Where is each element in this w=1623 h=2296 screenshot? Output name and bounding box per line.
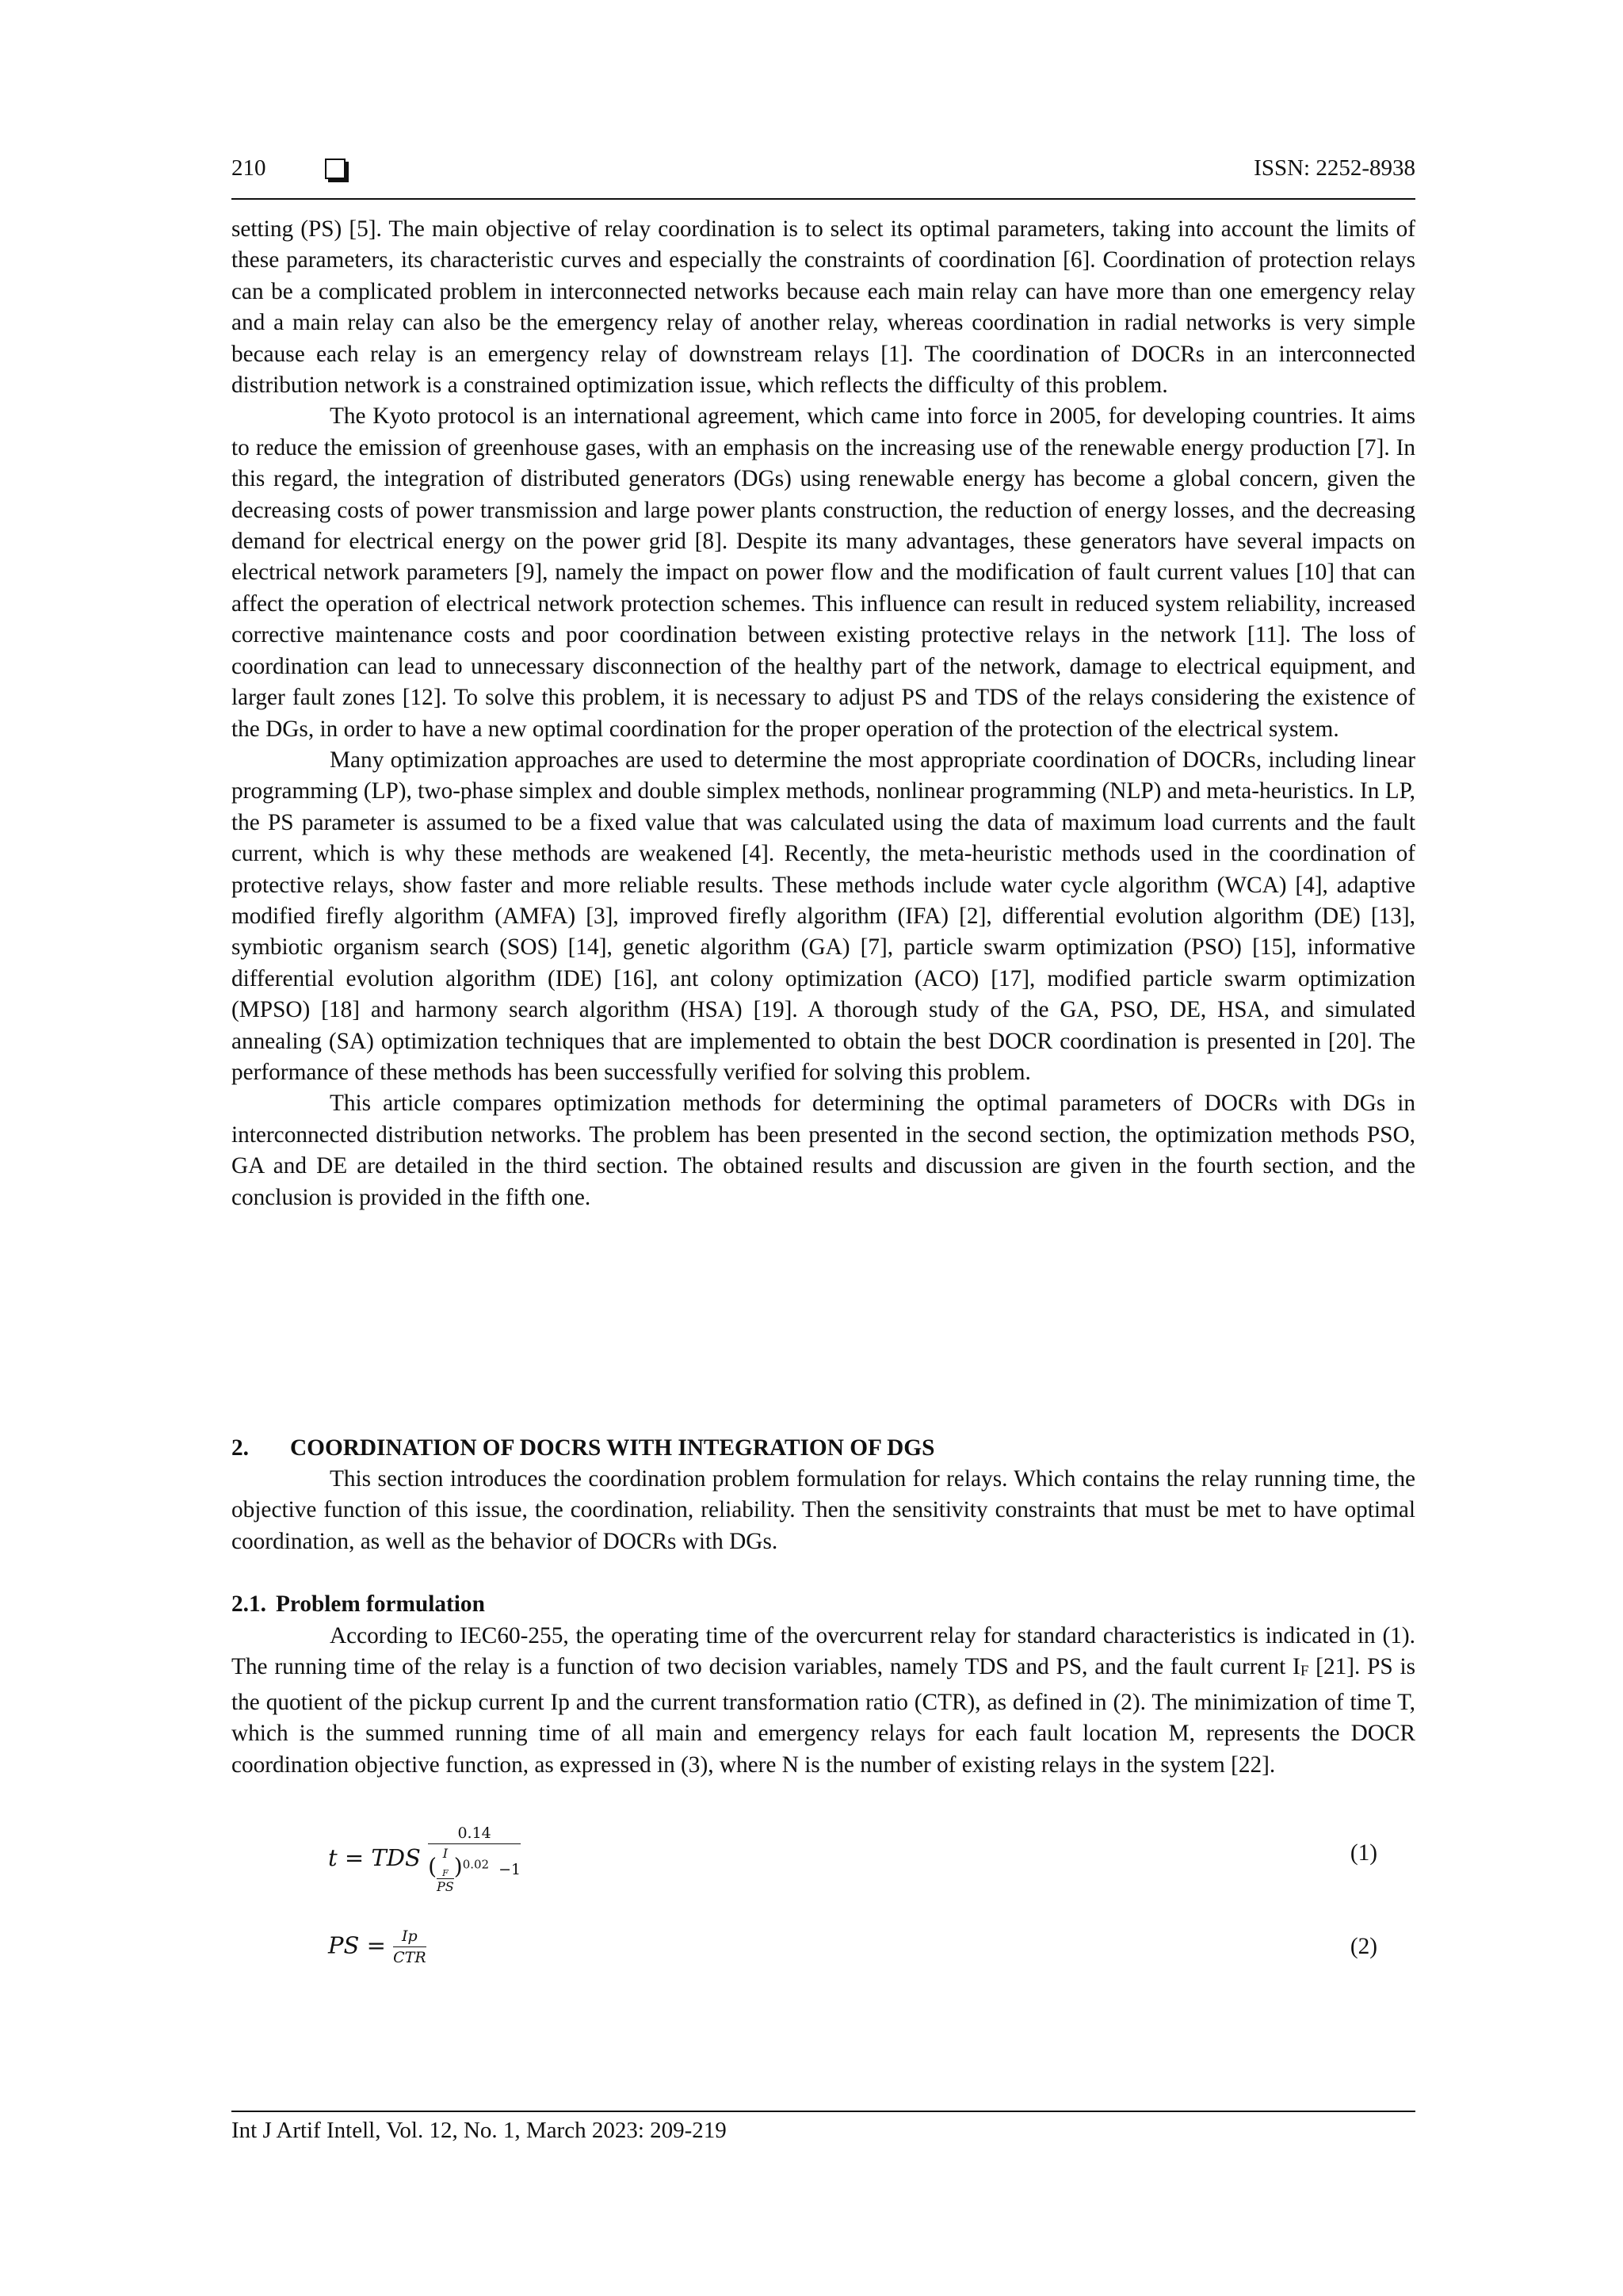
- square-bullet-icon: [325, 159, 346, 179]
- equation-2: [328, 1927, 1415, 1983]
- body-text: [231, 214, 1415, 1213]
- section-2-title: COORDINATION OF DOCRS WITH INTEGRATION OF DGS: [290, 1435, 935, 1461]
- subsection-2-1-number: 2.1.: [231, 1591, 266, 1617]
- paper-page: [231, 0, 1415, 2296]
- footer-citation: Int J Artif Intell, Vol. 12, No. 1, March 2023: 209-219: [231, 2118, 727, 2143]
- page-number: 210: [231, 155, 266, 181]
- section-2-paragraph: This section introduces the coordination problem formulation for relays. Which contains the relay running time, the objective function of this issue, the coordination, reliability. Then the sensitivity constraints that must be met to have optimal coordination, as well as the behavior of DOCRs with DGs.: [231, 1466, 1415, 1554]
- equation-1-number: (1): [1350, 1840, 1377, 1866]
- equation-1: [328, 1824, 1415, 1896]
- subsection-text-b: [21]. PS is the quotient of the pickup current Ip and the current transformation ratio (CTR), as defined in (2). The minimization of time T, which is the summed running time of all main and emergency relays for each fault location M, represents the DOCR coordination objective function, as expressed in (3), where N is the number of existing relays in the system [22].: [231, 1654, 1416, 1778]
- section-2-body: [231, 1464, 1415, 1557]
- eq2-fraction: [393, 1927, 426, 1966]
- subsection-2-1-body: [231, 1621, 1415, 1781]
- eq2-numerator: Ip: [393, 1927, 426, 1947]
- paragraph-2: The Kyoto protocol is an international agreement, which came into force in 2005, for developing countries. It aims to reduce the emission of greenhouse gases, with an emphasis on the increasing use of the renewable energy production [7]. In this regard, the integration of distributed generators (DGs) using renewable energy has become a global concern, given the decreasing costs of power transmission and large power plants construction, the reduction of energy losses, and the decreasing demand for electrical energy on the power grid [8]. Despite its many advantages, these generators have several impacts on electrical network parameters [9], namely the impact on power flow and the modification of fault current values [10] that can affect the operation of electrical network protection schemes. This influence can result in reduced system reliability, increased corrective maintenance costs and poor coordination between existing protective relays in the network [11]. The loss of coordination can lead to unnecessary disconnection of the healthy part of the network, damage to electrical equipment, and larger fault zones [12]. To solve this problem, it is necessary to adjust PS and TDS of the relays considering the existence of the DGs, in order to have a new optimal coordination for the proper operation of the protection of the electrical system.: [231, 403, 1415, 742]
- header-rule: [231, 198, 1415, 200]
- subsection-2-1-paragraph: [231, 1621, 1415, 1781]
- subsection-2-1-heading: [231, 1589, 485, 1620]
- eq1-ratio-top: I $_F$: [437, 1846, 454, 1879]
- page-header: [231, 155, 1415, 190]
- subsection-2-1-title: Problem formulation: [275, 1591, 485, 1617]
- issn-label: ISSN: 2252-8938: [1254, 155, 1415, 181]
- footer-rule: [231, 2111, 1415, 2112]
- eq1-numerator: 0.14: [428, 1824, 521, 1844]
- eq2-lhs: PS =: [328, 1931, 386, 1959]
- eq1-ratio: [437, 1846, 454, 1894]
- paragraph-3: Many optimization approaches are used to determine the most appropriate coordination of DOCRs, including linear programming (LP), two-phase simplex and double simplex methods, nonlinear programming (NLP) and meta-heuristics. In LP, the PS parameter is assumed to be a fixed value that was calculated using the data of maximum load currents and the fault current, which is why these methods are weakened [4]. Recently, the meta-heuristic methods used in the coordination of protective relays, show faster and more reliable results. These methods include water cycle algorithm (WCA) [4], adaptive modified firefly algorithm (AMFA) [3], improved firefly algorithm (IFA) [2], differential evolution algorithm (DE) [13], symbiotic organism search (SOS) [14], genetic algorithm (GA) [7], particle swarm optimization (PSO) [15], informative differential evolution algorithm (IDE) [16], ant colony optimization (ACO) [17], modified particle swarm optimization (MPSO) [18] and harmony search algorithm (HSA) [19]. A thorough study of the GA, PSO, DE, HSA, and simulated annealing (SA) optimization techniques that are implemented to obtain the best DOCR coordination is presented in [20]. The performance of these methods has been successfully verified for solving this problem.: [231, 747, 1415, 1085]
- fault-current-subscript: F: [1300, 1663, 1309, 1680]
- eq1-lhs: t = TDS: [328, 1844, 421, 1872]
- subsection-text-a: According to IEC60-255, the operating time of the overcurrent relay for standard characteristics is indicated in (1). The running time of the relay is a function of two decision variables, namely TDS and PS, and the fault current I: [231, 1623, 1415, 1680]
- eq1-fraction: [428, 1824, 521, 1894]
- eq1-ratio-bottom: PS: [437, 1879, 454, 1895]
- equation-1-formula: [328, 1824, 521, 1894]
- eq1-denominator: ( I $_F$ PS )$^{0.02}$ −1: [428, 1846, 521, 1895]
- paragraph-1: setting (PS) [5]. The main objective of relay coordination is to select its optimal parameters, taking into account the limits of these parameters, its characteristic curves and especially the constraints of coordination [6]. Coordination of protection relays can be a complicated problem in interconnected networks because each main relay can have more than one emergency relay and a main relay can also be the emergency relay of another relay, whereas coordination in radial networks is very simple because each relay is an emergency relay of downstream relays [1]. The coordination of DOCRs in an interconnected distribution network is a constrained optimization issue, which reflects the difficulty of this problem.: [231, 216, 1415, 399]
- eq1-exponent: 0.02: [462, 1857, 490, 1872]
- paragraph-4: This article compares optimization methods for determining the optimal parameters of DOCRs with DGs in interconnected distribution networks. The problem has been presented in the second section, the optimization methods PSO, GA and DE are detailed in the third section. The obtained results and discussion are given in the fourth section, and the conclusion is provided in the fifth one.: [231, 1091, 1415, 1210]
- eq2-denominator: CTR: [393, 1949, 426, 1966]
- equation-2-number: (2): [1350, 1934, 1377, 1959]
- equation-2-formula: [328, 1927, 426, 1966]
- section-2-heading: [231, 1433, 1415, 1464]
- eq1-minus-one: −1: [498, 1860, 521, 1878]
- section-2-number: 2.: [231, 1435, 249, 1461]
